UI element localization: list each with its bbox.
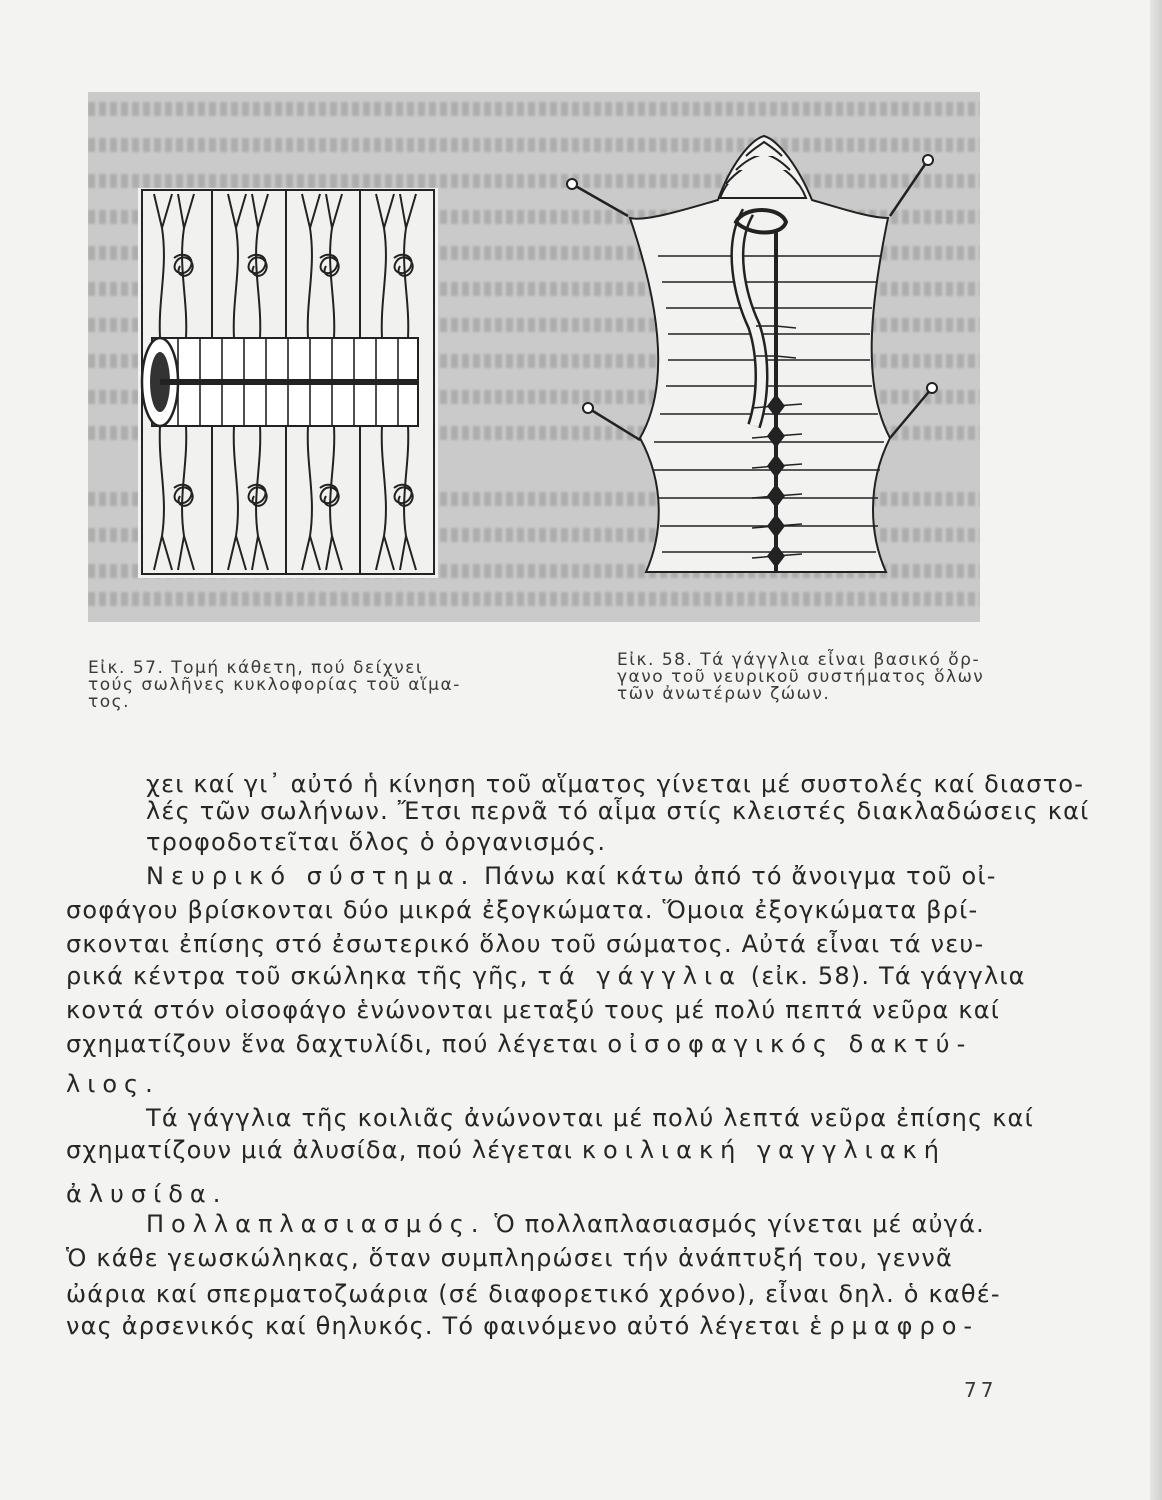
caption-line: Εἰκ. 58. Τά γάγγλια εἶναι βασικό ὄρ- <box>617 650 981 670</box>
page-number: 77 <box>964 1378 998 1402</box>
term-ventral-chain: κοιλιακή γαγγλιακή <box>581 1136 946 1164</box>
figure-57-drawing <box>138 188 438 578</box>
paragraph-line <box>66 1136 946 1164</box>
text-line: Τά γάγγλια τῆς κοιλιᾶς ἀνώνονται μέ πολύ λεπτά νεῦρα ἐπίσης καί <box>146 1104 1034 1132</box>
figure-panel <box>88 92 980 622</box>
paragraph-line <box>66 962 1026 990</box>
text-span: (εἰκ. 58). Τά γάγγλια <box>750 962 1026 990</box>
caption-line: τούς σωλῆνες κυκλοφορίας τοῦ αἵμα- <box>88 675 461 695</box>
caption-line: γανο τοῦ νευρικοῦ συστήματος ὅλων <box>617 667 985 687</box>
figure-57-caption <box>88 660 461 711</box>
paragraph-line <box>146 1210 985 1238</box>
term-oesophageal-ring: οἰσοφαγικός δακτύ- <box>607 1030 973 1058</box>
section-heading-nervous-system: Νευρικό σύστημα. <box>146 862 476 890</box>
text-line: τροφοδοτεῖται ὅλος ὁ ὀργανισμός. <box>146 828 607 856</box>
caption-line: τος. <box>88 692 131 712</box>
caption-line: Εἰκ. 57. Τομή κάθετη, πού δείχνει <box>88 658 424 678</box>
text-line: λές τῶν σωλήνων. Ἔτσι περνᾶ τό αἷμα στίς κλειστές διακλαδώσεις καί <box>146 797 1090 825</box>
text-line: ἀλυσίδα. <box>66 1180 228 1208</box>
text-span: Ὁ πολλαπλασιασμός γίνεται μέ αὐγά. <box>494 1210 985 1238</box>
text-span: Πάνω καί κάτω ἀπό τό ἄνοιγμα τοῦ οἰ- <box>484 862 997 890</box>
text-span: ρικά κέντρα τοῦ σκώληκα τῆς γῆς, <box>66 962 529 990</box>
figure-58-drawing <box>550 126 950 576</box>
paragraph-line <box>66 1312 979 1340</box>
text-line: ὠάρια καί σπερματοζωάρια (σέ διαφορετικό χρόνο), εἶναι δηλ. ὁ καθέ- <box>66 1280 1001 1308</box>
text-line: Ὁ κάθε γεωσκώληκας, ὅταν συμπληρώσει τήν ἀνάπτυξή του, γεννᾶ <box>66 1244 954 1272</box>
text-span: νας ἀρσενικός καί θηλυκός. Τό φαινόμενο αὐτό λέγεται <box>66 1312 801 1340</box>
figure-58-caption <box>617 652 984 703</box>
text-span: σχηματίζουν ἕνα δαχτυλίδι, πού λέγεται <box>66 1030 599 1058</box>
text-line: σοφάγου βρίσκονται δύο μικρά ἐξογκώματα. Ὅμοια ἐξογκώματα βρί- <box>66 896 979 924</box>
paragraph-line <box>146 862 997 890</box>
term-hermaphrodite: ἑρμαφρο- <box>809 1312 980 1340</box>
caption-line: τῶν ἀνωτέρων ζώων. <box>617 684 831 704</box>
text-line: κοντά στόν οἰσοφάγο ἑνώνονται μεταξύ τους μέ πολύ πεπτά νεῦρα καί <box>66 996 1001 1024</box>
text-span: σχηματίζουν μιά ἀλυσίδα, πού λέγεται <box>66 1136 574 1164</box>
text-line: χει καί γι᾽ αὐτό ἡ κίνηση τοῦ αἵματος γίνεται μέ συστολές καί διαστο- <box>146 770 1085 798</box>
term-ganglia: τά γάγγλια <box>537 962 742 990</box>
paragraph-line <box>66 1030 972 1058</box>
text-line: λιος. <box>66 1070 160 1098</box>
page-edge-shadow <box>1150 0 1162 1500</box>
text-line: σκονται ἐπίσης στό ἐσωτερικό ὅλου τοῦ σώματος. Αὐτά εἶναι τά νευ- <box>66 930 985 958</box>
section-heading-reproduction: Πολλαπλασιασμός. <box>146 1210 486 1238</box>
